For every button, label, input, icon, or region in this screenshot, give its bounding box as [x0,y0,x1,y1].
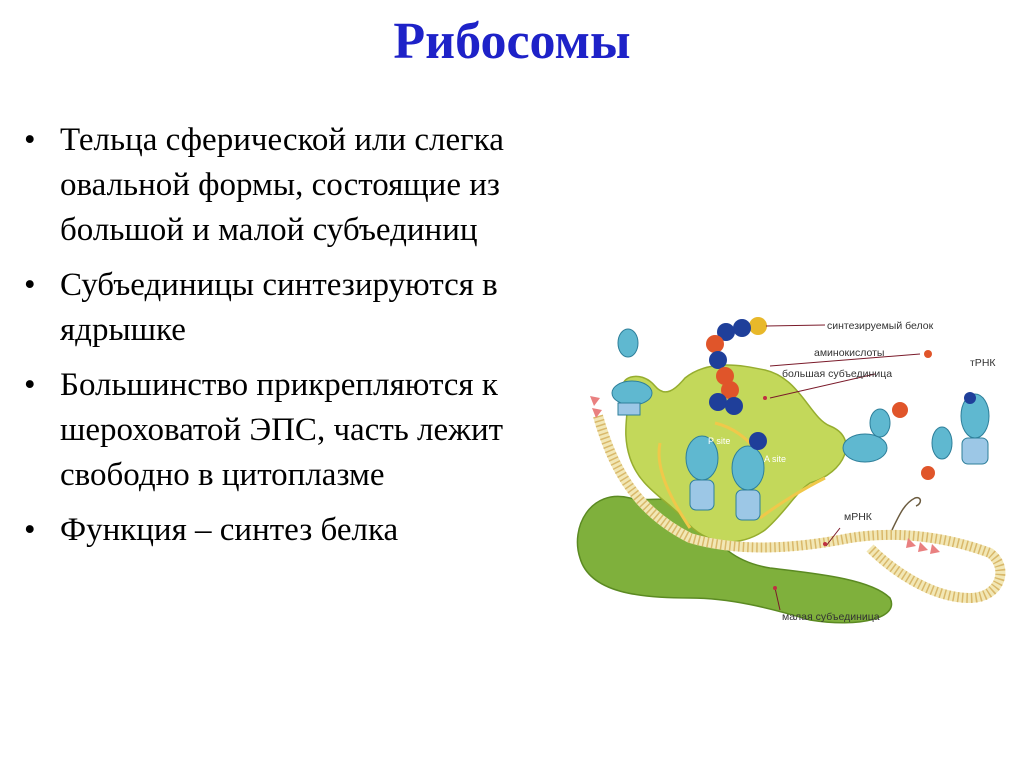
trna-label: тРНК [970,357,996,369]
bullet-text: Тельца сферической или слегка овальной формы, состоящие из большой и малой субъединиц [60,122,504,248]
trna-molecule [921,392,989,480]
bullet-marker: • [24,512,36,548]
bullet-marker: • [24,367,36,403]
trna-molecule [732,446,764,520]
bullet-list [22,118,582,563]
bullet-marker: • [24,267,36,303]
a-site-label: A site [764,454,787,464]
bullet-item [22,118,582,253]
trna-molecule [686,436,718,510]
large-subunit-label: большая субъединица [782,368,893,380]
bullet-item [22,508,582,553]
trna-molecule [843,402,908,462]
small-subunit-label: малая субъединица [782,611,880,623]
ribosome-diagram [570,298,1020,638]
amino-acids-label: аминокислоты [814,347,885,359]
bullet-text: Большинство прикрепляются к шероховатой ЭПС, часть лежит свободно в цитоплазме [60,367,504,493]
bullet-item [22,263,582,353]
bullet-item [22,363,582,498]
bullet-text: Субъединицы синтезируются в ядрышке [60,267,498,348]
trna-molecule [612,329,652,415]
slide-title: Рибосомы [393,13,631,70]
p-site-label: P site [708,436,731,446]
mrna-tail [892,498,920,530]
bullet-text: Функция – синтез белка [60,512,399,548]
protein-label: синтезируемый белок [827,320,934,332]
mrna-label: мРНК [844,511,872,523]
bullet-marker: • [24,122,36,158]
